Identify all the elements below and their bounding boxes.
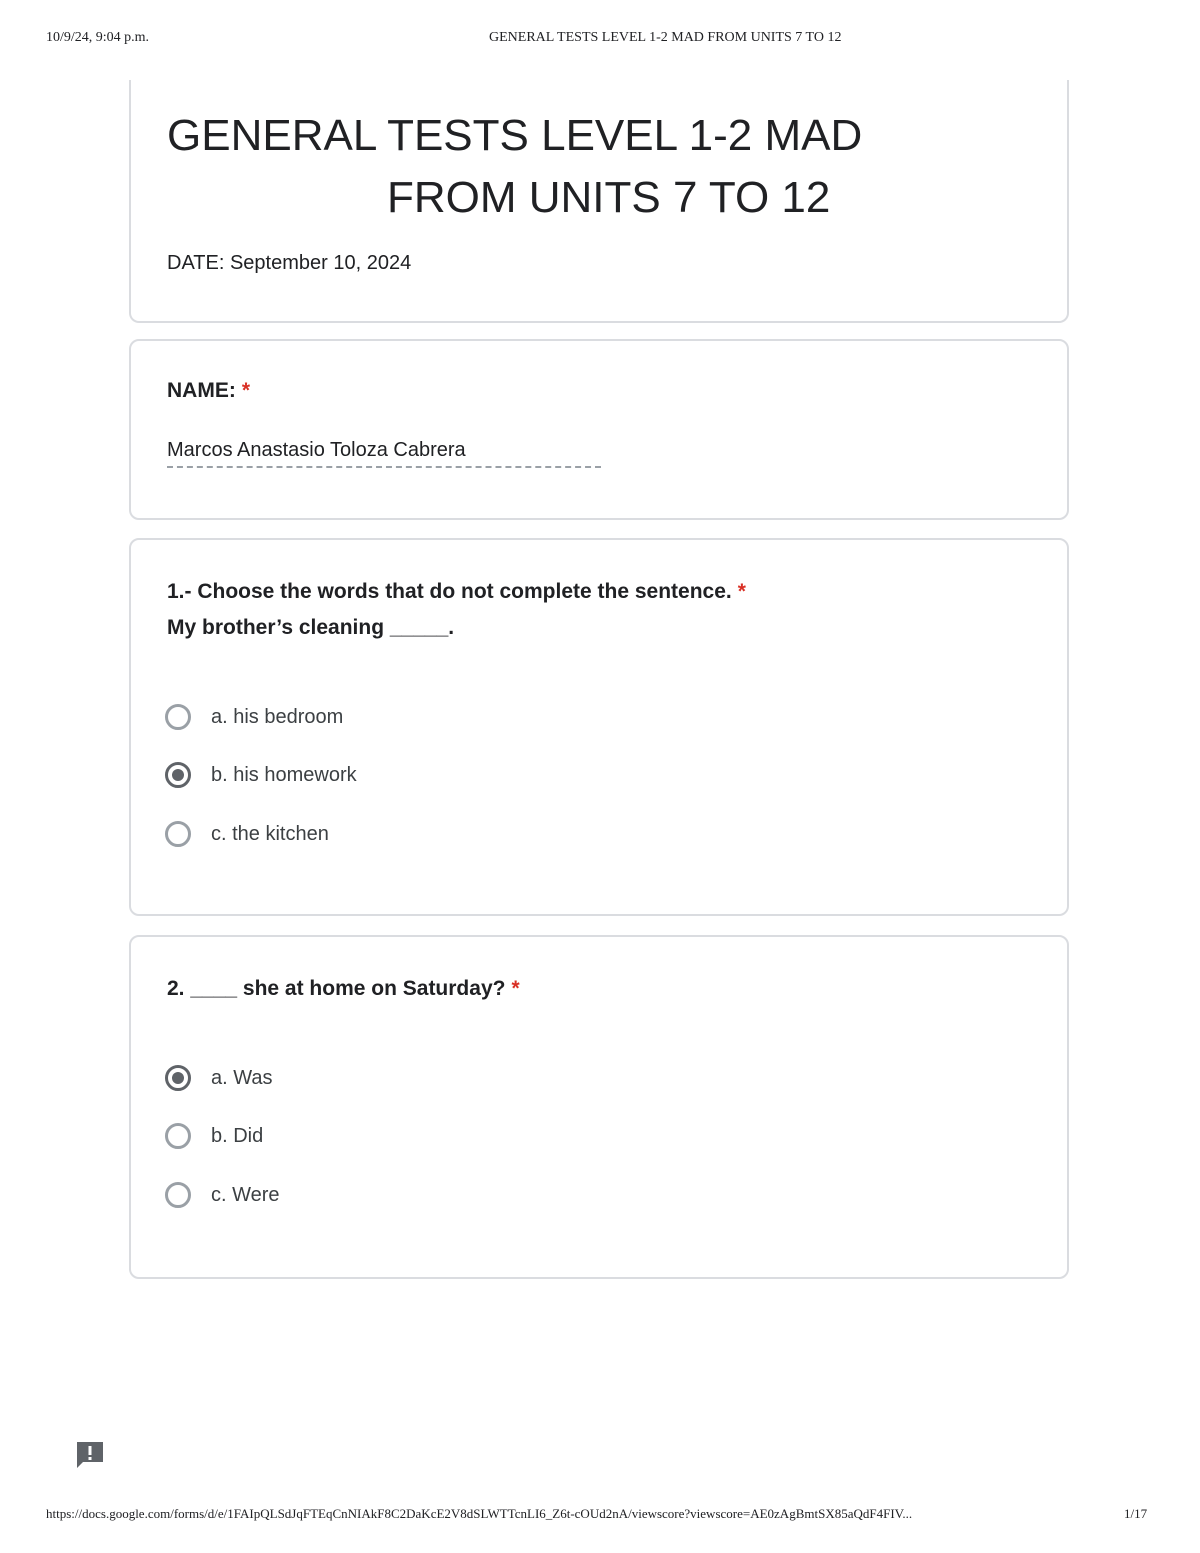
print-title: GENERAL TESTS LEVEL 1-2 MAD FROM UNITS 7 TO 12 [489,30,842,45]
print-footer [0,1506,1200,1526]
required-asterisk: * [737,580,746,603]
option-label: c. the kitchen [211,822,329,845]
name-question-card [129,339,1069,520]
radio-checked-icon[interactable] [165,1065,191,1091]
form-title-line2: FROM UNITS 7 TO 12 [387,173,831,222]
option-label: b. Did [211,1124,264,1147]
q1-option-c[interactable] [165,817,329,851]
name-answer-field[interactable]: Marcos Anastasio Toloza Cabrera [167,439,601,468]
print-datetime: 10/9/24, 9:04 p.m. [46,30,150,45]
option-label: c. Were [211,1183,280,1206]
question-1-sentence: My brother’s cleaning _____. [167,616,455,639]
option-label: a. his bedroom [211,705,344,728]
question-card-1 [129,538,1069,916]
question-2-title [167,971,520,1007]
form-header-card [129,80,1069,323]
question-1-text: 1.- Choose the words that do not complete the sentence. [167,580,732,603]
radio-unchecked-icon[interactable] [165,821,191,847]
required-asterisk: * [241,379,251,402]
name-label-text: NAME: [167,379,236,402]
print-page-number: 1/17 [1124,1506,1148,1521]
print-header [0,30,1200,50]
q2-option-a[interactable] [165,1061,273,1095]
question-card-2 [129,935,1069,1279]
form-title-line1: GENERAL TESTS LEVEL 1-2 MAD [167,111,863,160]
radio-unchecked-icon[interactable] [165,1123,191,1149]
q2-option-c[interactable] [165,1178,280,1212]
q1-option-b[interactable] [165,758,357,792]
question-2-text: 2. ____ she at home on Saturday? [167,977,506,1000]
radio-unchecked-icon[interactable] [165,1182,191,1208]
radio-checked-icon[interactable] [165,762,191,788]
option-label: a. Was [211,1066,273,1089]
radio-unchecked-icon[interactable] [165,704,191,730]
print-url: https://docs.google.com/forms/d/e/1FAIpQLSdJqFTEqCnNIAkF8C2DaKcE2V8dSLWTTcnLI6_Z6t-cOUd2nA/viewscore?viewscore=AE0zAgBmtSX85aQdF4FIV... [46,1506,913,1521]
question-1-title [167,574,746,646]
q2-option-b[interactable] [165,1119,263,1153]
form-description-date: DATE: September 10, 2024 [167,252,412,274]
report-feedback-icon[interactable] [74,1439,106,1471]
option-label: b. his homework [211,763,357,786]
form-title [167,105,927,229]
name-question-label [167,379,250,403]
required-asterisk: * [511,977,520,1000]
q1-option-a[interactable] [165,700,343,734]
